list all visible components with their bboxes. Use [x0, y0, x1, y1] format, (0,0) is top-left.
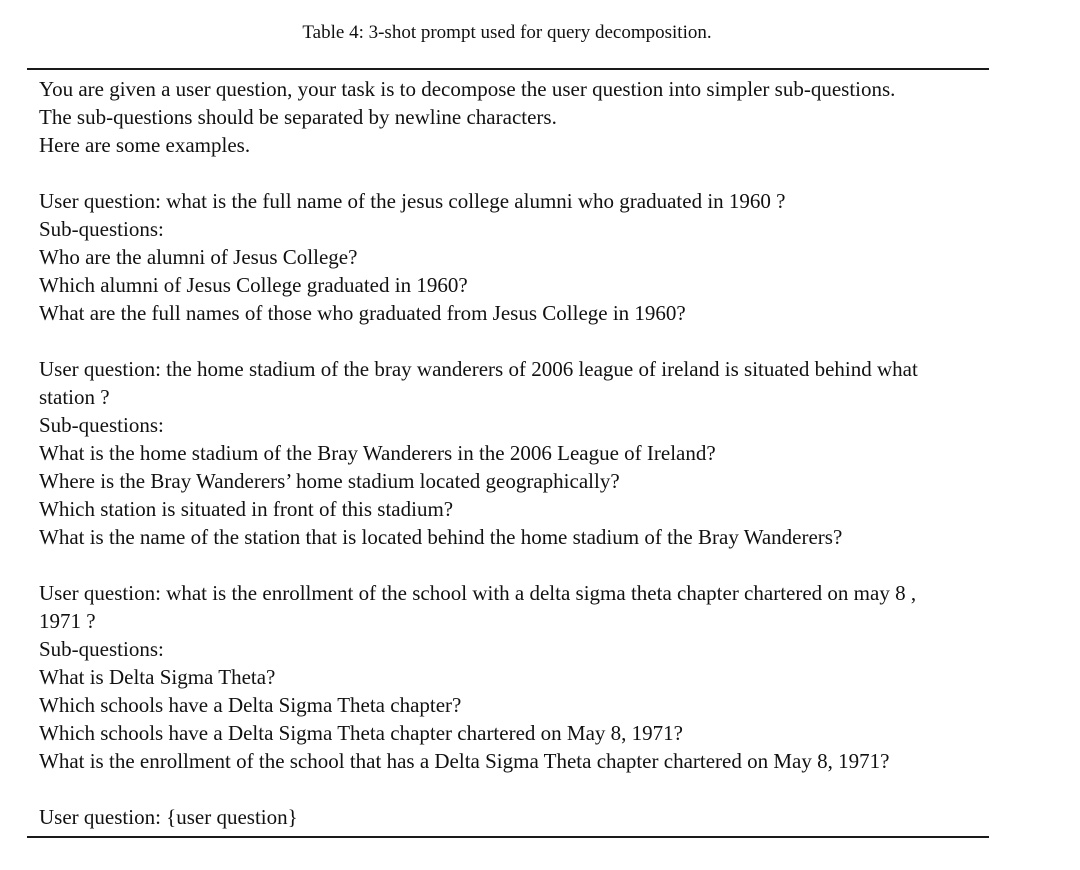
- example-block: [39, 187, 984, 327]
- blank-line: [39, 327, 984, 355]
- subquestion-line: What is the name of the station that is located behind the home stadium of the Bray Wanderers?: [39, 525, 843, 549]
- subquestion-line: What is Delta Sigma Theta?: [39, 665, 276, 689]
- user-question-line: station ?: [39, 385, 110, 409]
- subquestion-line: What is the enrollment of the school that has a Delta Sigma Theta chapter chartered on May 8, 1971?: [39, 749, 890, 773]
- user-question-line: 1971 ?: [39, 609, 96, 633]
- subquestion-line: Which schools have a Delta Sigma Theta chapter chartered on May 8, 1971?: [39, 721, 683, 745]
- subquestion-line: Which alumni of Jesus College graduated in 1960?: [39, 273, 468, 297]
- intro-line: The sub-questions should be separated by newline characters.: [39, 105, 557, 129]
- blank-line: [39, 159, 984, 187]
- blank-line: [39, 551, 984, 579]
- example-block: [39, 579, 984, 775]
- top-rule: [27, 68, 989, 70]
- subquestions-header: Sub-questions:: [39, 413, 164, 437]
- final-user-question-line: User question: {user question}: [39, 805, 298, 829]
- example-block: [39, 355, 984, 551]
- subquestion-line: What are the full names of those who graduated from Jesus College in 1960?: [39, 301, 686, 325]
- subquestion-line: Who are the alumni of Jesus College?: [39, 245, 358, 269]
- subquestion-line: Which schools have a Delta Sigma Theta chapter?: [39, 693, 462, 717]
- blank-line: [39, 775, 984, 803]
- intro-line: Here are some examples.: [39, 133, 251, 157]
- prompt-box: [39, 75, 984, 831]
- user-question-line: User question: what is the enrollment of the school with a delta sigma theta chapter chartered on may 8 ,: [39, 581, 917, 605]
- bottom-rule: [27, 836, 989, 838]
- table-caption: Table 4: 3-shot prompt used for query decomposition.: [302, 22, 712, 43]
- subquestion-line: What is the home stadium of the Bray Wanderers in the 2006 League of Ireland?: [39, 441, 716, 465]
- user-question-line: User question: the home stadium of the bray wanderers of 2006 league of ireland is situated behind what: [39, 357, 918, 381]
- subquestions-header: Sub-questions:: [39, 217, 164, 241]
- intro-line: You are given a user question, your task is to decompose the user question into simpler sub-questions.: [39, 77, 896, 101]
- subquestions-header: Sub-questions:: [39, 637, 164, 661]
- subquestion-line: Where is the Bray Wanderers’ home stadium located geographically?: [39, 469, 620, 493]
- user-question-line: User question: what is the full name of the jesus college alumni who graduated in 1960 ?: [39, 189, 786, 213]
- subquestion-line: Which station is situated in front of this stadium?: [39, 497, 454, 521]
